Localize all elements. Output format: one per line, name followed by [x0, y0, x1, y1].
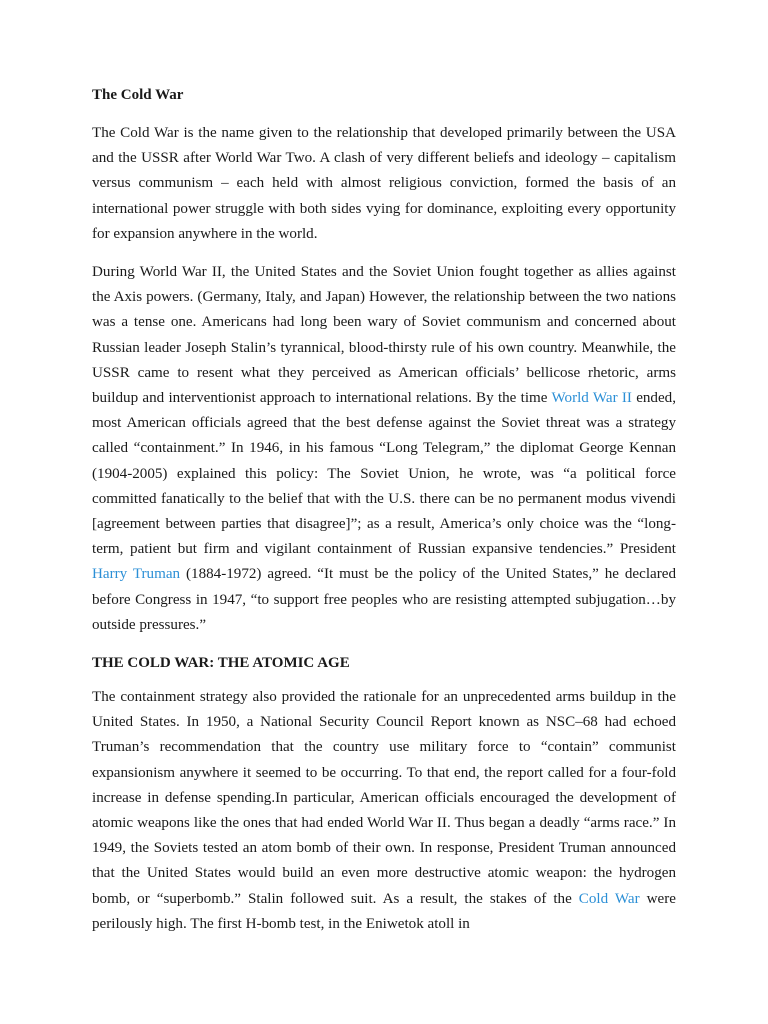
paragraph-atomic-age [92, 685, 676, 937]
paragraph-intro: The Cold War is the name given to the relationship that developed primarily between the USA and the USSR after World War Two. A clash of very different beliefs and ideology – capitalism versus communism – each held with almost religious conviction, formed the basis of an international power struggle with both sides vying for dominance, exploiting every opportunity for expansion anywhere in the world. [92, 125, 676, 242]
paragraph-text: (1884-1972) agreed. “It must be the policy of the United States,” he declared before Congress in 1947, “to support free peoples who are resisting attempted subjugation…by outside pressures.” [92, 566, 676, 633]
paragraph-text: ended, most American officials agreed that the best defense against the Soviet threat was a strategy called “containment.” In 1946, in his famous “Long Telegram,” the diplomat George Kennan (1904-2005) explained this policy: The Soviet Union, he wrote, was “a political force committed fanatically to the belief that with the U.S. there can be no permanent modus vivendi [agreement between parties that disagree]”; as a result, America’s only choice was the “long-term, patient but firm and vigilant containment of Russian expansive tendencies.” President [92, 390, 677, 558]
cold-war-link[interactable]: Cold War [578, 890, 640, 907]
document-title: The Cold War [92, 87, 184, 103]
harry-truman-link[interactable]: Harry Truman [92, 566, 181, 583]
paragraph-ww2 [92, 260, 676, 638]
paragraph-text: The containment strategy also provided the rationale for an unprecedented arms buildup in the United States. In 1950, a National Security Council Report known as NSC–68 had echoed Truman’s recommendation that the country use military force to “contain” communist expansionism anywhere it seemed to be occurring. To that end, the report called for a four-fold increase in defense spending.In particular, American officials encouraged the development of atomic weapons like the ones that had ended World War II. Thus began a deadly “arms race.” In 1949, the Soviets tested an atom bomb of their own. In response, President Truman announced that the United States would build an even more destructive atomic weapon: the hydrogen bomb, or “superbomb.” Stalin followed suit. As a result, the stakes of the [92, 689, 676, 907]
paragraph-text: were perilously high. The first H-bomb test, in the Eniwetok atoll in [92, 890, 676, 932]
paragraph-text: During World War II, the United States and the Soviet Union fought together as allies against the Axis powers. (Germany, Italy, and Japan) However, the relationship between the two nations was a tense one. Americans had long been wary of Soviet communism and concerned about Russian leader Joseph Stalin’s tyrannical, blood-thirsty rule of his own country. Meanwhile, the USSR came to resent what they perceived as American officials’ bellicose rhetoric, arms buildup and interventionist approach to international relations. By the time [92, 264, 676, 407]
world-war-ii-link[interactable]: World War II [551, 390, 632, 407]
section-heading-atomic-age: THE COLD WAR: THE ATOMIC AGE [92, 655, 350, 672]
document-body [92, 84, 676, 937]
